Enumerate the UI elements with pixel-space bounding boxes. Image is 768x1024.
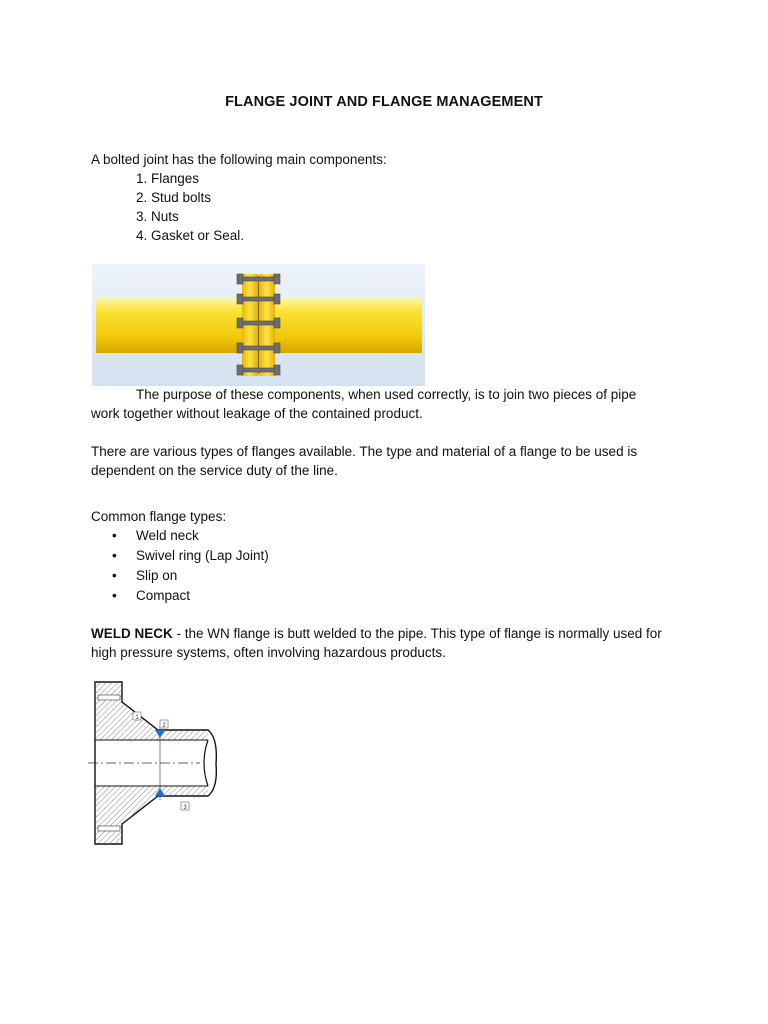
- intro-paragraph: A bolted joint has the following main components:: [91, 152, 387, 167]
- component-item-1: 1. Flanges: [136, 171, 200, 186]
- component-item-2: 2. Stud bolts: [136, 190, 212, 205]
- component-item-4: 4. Gasket or Seal.: [136, 228, 245, 243]
- flange-joint-image: [92, 264, 425, 386]
- flange-type-item: • Compact: [112, 588, 191, 603]
- weld-neck-label: WELD NECK: [91, 626, 173, 641]
- purpose-line-1: The purpose of these components, when used correctly, is to join two pieces of pipe: [136, 387, 637, 402]
- component-item-3: 3. Nuts: [136, 209, 179, 224]
- weld-neck-diagram: [88, 678, 218, 850]
- callout-3: 3: [183, 805, 187, 811]
- types-line-2: dependent on the service duty of the line.: [91, 463, 338, 478]
- flange-type-item: • Swivel ring (Lap Joint): [112, 548, 269, 563]
- common-types-heading: Common flange types:: [91, 509, 227, 524]
- callout-2: 2: [162, 723, 166, 729]
- purpose-line-2: work together without leakage of the contained product.: [91, 406, 423, 421]
- flange-type-item: • Weld neck: [112, 528, 199, 543]
- callout-1: 1: [135, 715, 139, 721]
- weld-neck-line-1: WELD NECK - the WN flange is butt welded to the pipe. This type of flange is normally used for: [91, 626, 662, 641]
- flange-type-item: • Slip on: [112, 568, 178, 583]
- weld-neck-line-2: high pressure systems, often involving hazardous products.: [91, 645, 446, 660]
- document-title: FLANGE JOINT AND FLANGE MANAGEMENT: [225, 94, 543, 110]
- types-line-1: There are various types of flanges available. The type and material of a flange to be used is: [91, 444, 638, 459]
